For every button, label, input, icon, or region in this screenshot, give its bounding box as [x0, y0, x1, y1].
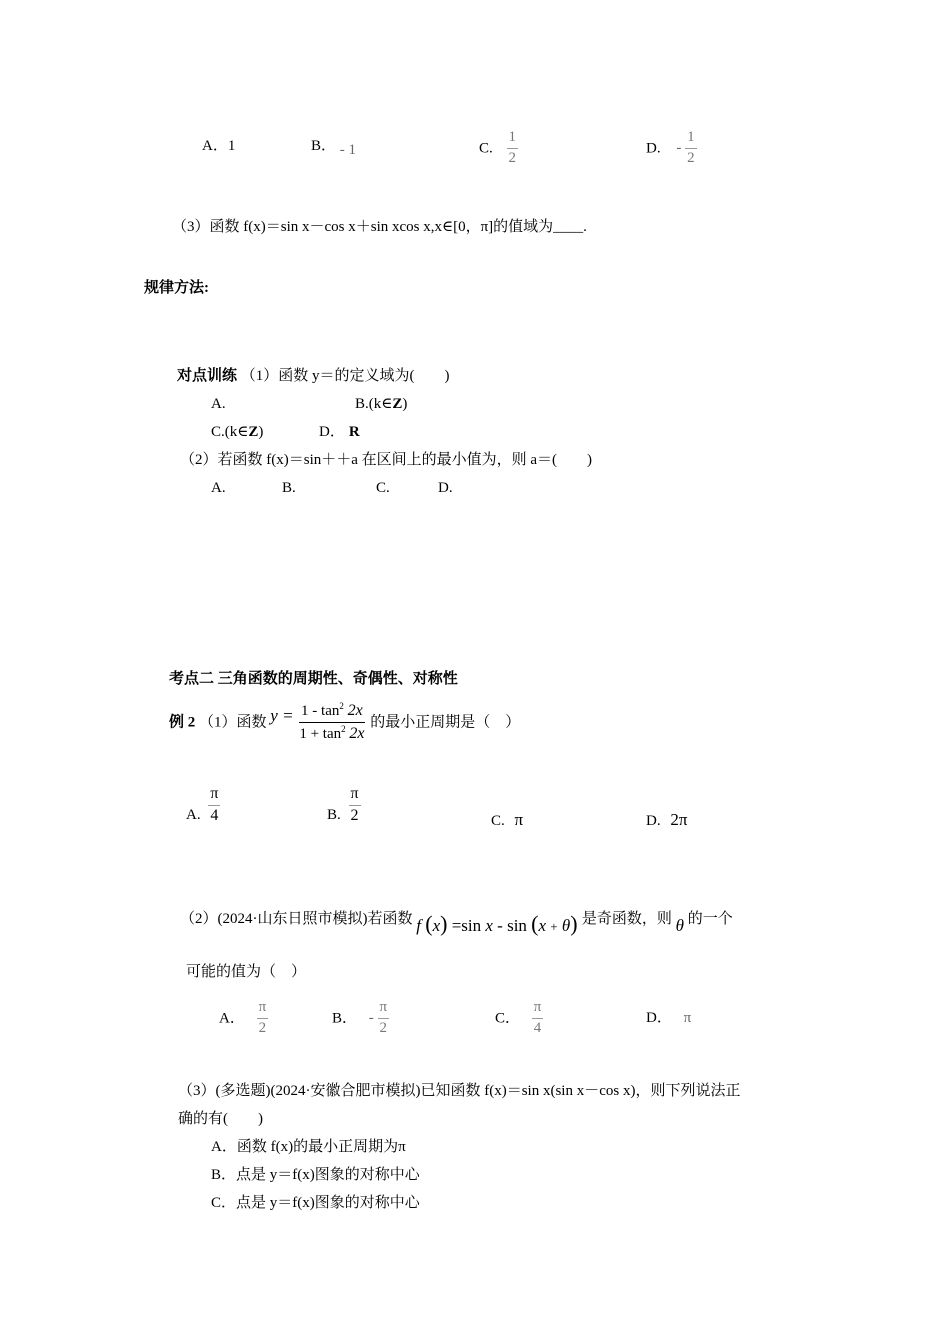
example-2-q2-option-c: C． $\frac{\pi}{4}$	[495, 999, 542, 1036]
section-2-title: 考点二 三角函数的周期性、奇偶性、对称性	[169, 671, 458, 687]
example-2-q2-prefix: （2）(2024·山东日照市模拟)若函数	[180, 911, 413, 927]
practice-q1	[177, 367, 450, 385]
example-2-q2-suffix2: 的一个	[687, 911, 733, 927]
practice-q2: （2）若函数 f(x)＝sin＋＋a 在区间上的最小值为，则 a＝( )	[180, 452, 593, 468]
practice-q1-option-a: A.	[211, 396, 226, 412]
method-title: 规律方法:	[144, 280, 209, 296]
y-equals: y =	[270, 706, 294, 726]
question-3-range: （3）函数 f(x)＝sin x－cos x＋sin xcos x,x∈[0，π]的值域为____.	[172, 219, 587, 235]
example-2-q3-option-b: B．点是 y＝f(x)图象的对称中心	[211, 1167, 420, 1183]
example-2-label: 例 2	[169, 714, 196, 731]
example-2-q1-option-c: C. π	[491, 810, 524, 829]
practice-q1-option-c: C.(k∈Z)	[211, 424, 264, 440]
example-2-q3-option-a: A．函数 f(x)的最小正周期为π	[211, 1139, 406, 1155]
q1-option-d-sign: -	[676, 140, 682, 157]
q1-option-c	[479, 130, 518, 167]
q1-option-b-label: B．	[311, 138, 337, 154]
q1-option-d	[646, 130, 697, 167]
example-2-q1-option-d: D. 2π	[646, 810, 688, 829]
q1-option-c-label: C.	[479, 140, 493, 157]
example-2-q2-formula: f (x) =sin x - sin (x + θ)	[416, 911, 578, 936]
example-2-q3-line1: （3）(多选题)(2024·安徽合肥市模拟)已知函数 f(x)＝sin x(sin x－cos x)，则下列说法正	[178, 1083, 741, 1099]
example-2-q2-option-a: A． $\frac{\pi}{2}$	[219, 999, 267, 1036]
q1-option-d-fraction: $\frac{1}{2}$	[687, 129, 695, 166]
example-2-q1-option-b: B. $\frac{\pi}{2}$	[327, 785, 359, 824]
practice-q2-option-d: D.	[438, 480, 453, 496]
practice-q1-option-b: B.(k∈Z)	[355, 396, 408, 412]
practice-q2-option-a: A.	[211, 480, 226, 496]
q1-option-b	[311, 137, 357, 158]
example-2-q2-line2: 可能的值为（ ）	[186, 964, 307, 980]
example-2-q2-suffix: 是奇函数，则	[581, 911, 672, 927]
theta-symbol: θ	[675, 916, 684, 935]
q1-option-a: A．1	[202, 138, 236, 154]
period-fraction: $\frac{1 - \tan^2 2x}{1 + \tan^2 2x}$	[299, 701, 365, 742]
example-2-q3-line2: 确的有( )	[178, 1111, 263, 1127]
example-2-q1-option-a: A. $\frac{\pi}{4}$	[186, 785, 219, 824]
example-2-q1-prefix: （1）函数	[199, 714, 267, 731]
example-2-q1	[169, 702, 520, 743]
practice-q1-option-d: D． R	[319, 424, 360, 440]
example-2-q1-suffix: 的最小正周期是（ ）	[370, 714, 521, 731]
q1-option-b-value: - 1	[339, 142, 357, 158]
example-2-q2-option-b: B． - $\frac{\pi}{2}$	[332, 999, 388, 1036]
example-2-q3-option-c: C．点是 y＝f(x)图象的对称中心	[211, 1195, 420, 1211]
practice-q2-option-c: C.	[376, 480, 390, 496]
practice-q1-text: （1）函数 y＝的定义域为( )	[240, 368, 450, 384]
practice-q2-option-b: B.	[282, 480, 296, 496]
q1-option-d-label: D.	[646, 140, 661, 157]
example-2-q2-option-d: D． π	[646, 1010, 692, 1026]
practice-label: 对点训练	[177, 368, 238, 384]
example-2-q2	[180, 903, 733, 936]
q1-option-c-fraction: $\frac{1}{2}$	[508, 129, 517, 166]
